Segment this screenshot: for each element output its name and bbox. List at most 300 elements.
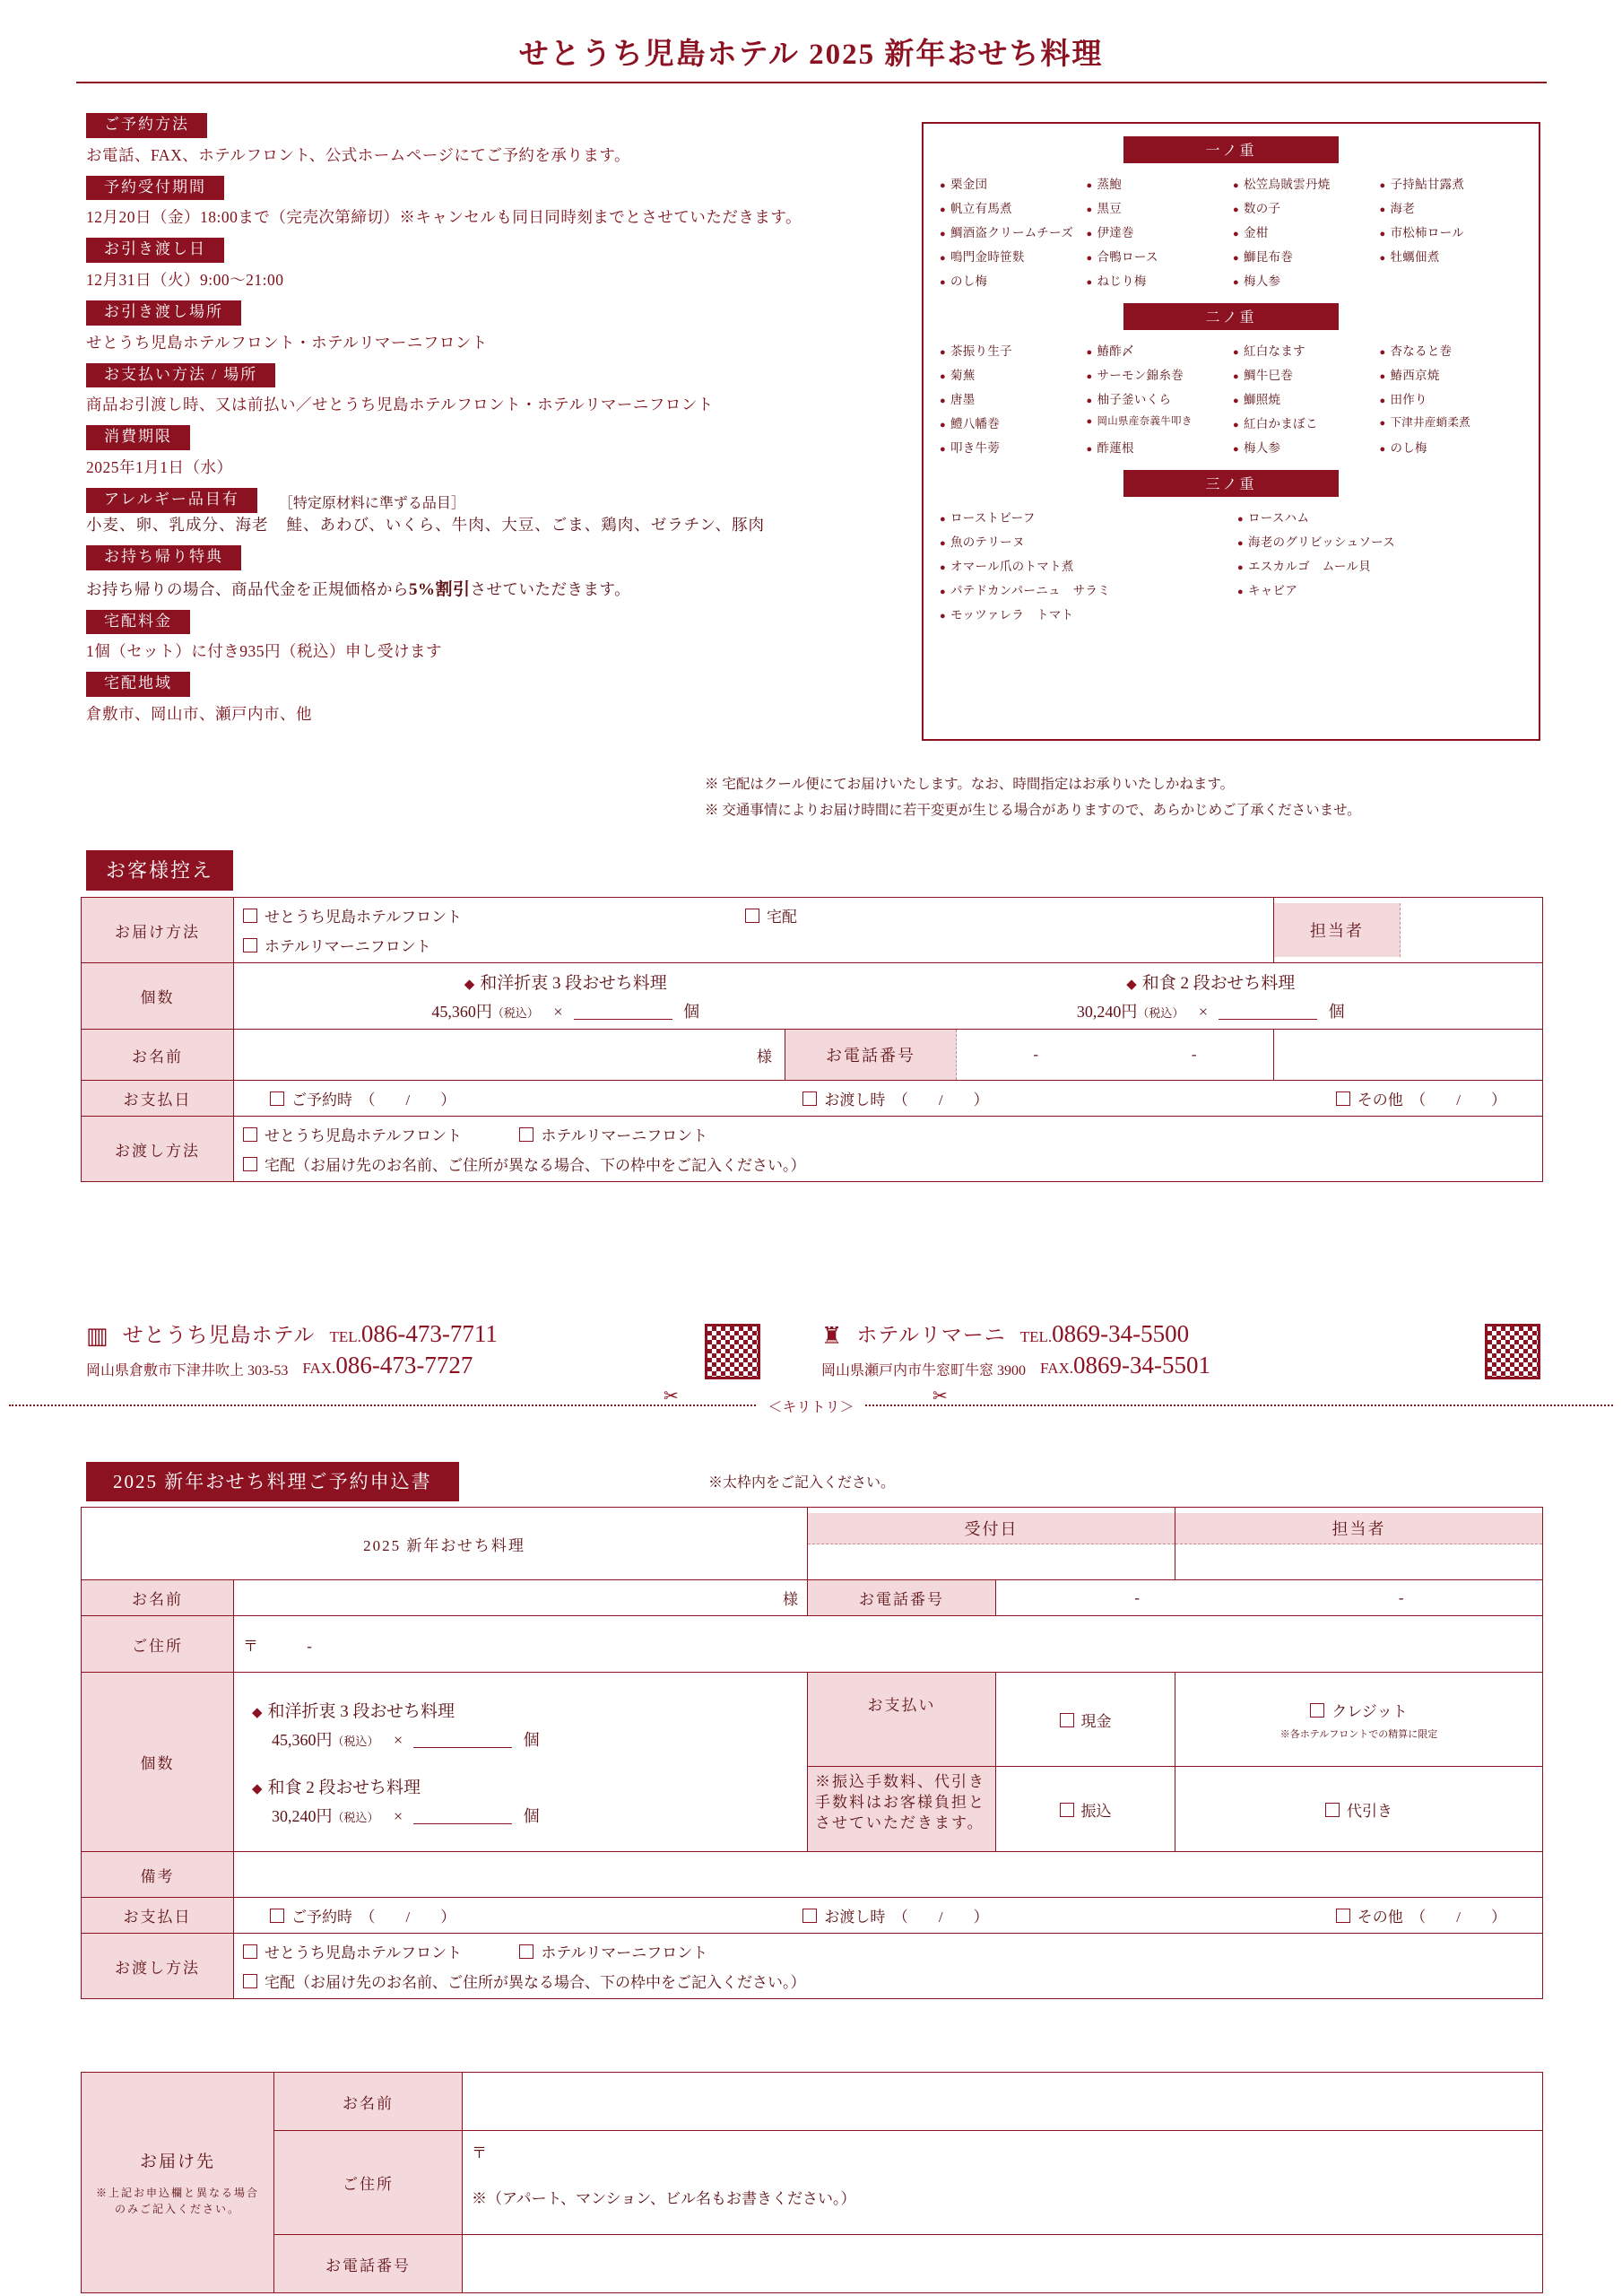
- delivery-notes: [705, 773, 1548, 825]
- menu-item: [1087, 341, 1230, 359]
- menu-item: [940, 222, 1083, 240]
- bullet-icon: ●: [940, 253, 946, 264]
- option-label: 宅配（お届け先のお名前、ご住所が異なる場合、下の枠中をご記入ください。）: [265, 1157, 806, 1174]
- option-label: せとうち児島ホテルフロント: [265, 1127, 463, 1144]
- menu-item-label: 鰤照焼: [1243, 393, 1281, 406]
- staff-cell: [1175, 1508, 1543, 1580]
- table-row-dest-name: [82, 2073, 1543, 2131]
- table-row-form-title: [82, 1508, 1543, 1580]
- product-tax-note: （税込）: [332, 1734, 379, 1748]
- menu-item: [1087, 413, 1230, 431]
- qr-code-kojima: [705, 1324, 760, 1379]
- bullet-icon: ●: [940, 444, 946, 455]
- payday-options: [234, 1898, 1543, 1934]
- phone-extra-cell: [1274, 1030, 1543, 1081]
- bullet-icon: ●: [940, 587, 946, 597]
- menu-item: [1233, 438, 1376, 456]
- info-block-delivery-area: [86, 672, 1001, 725]
- menu-item: [1380, 365, 1523, 383]
- takeout-text: [86, 576, 1001, 600]
- info-text: お電話、FAX、ホテルフロント、公式ホームページにてご予約を承ります。: [86, 145, 631, 164]
- checkbox-icon[interactable]: [270, 1091, 284, 1106]
- checkbox-option-limani-front[interactable]: [243, 934, 745, 956]
- menu-item: [1233, 413, 1376, 431]
- delivery-area-heading: 宅配地域: [86, 672, 190, 697]
- payment-option-cod[interactable]: [1175, 1767, 1543, 1852]
- quantity-input[interactable]: [413, 1732, 512, 1748]
- name-input[interactable]: [234, 1030, 785, 1080]
- menu-item-label: 紅白かまぼこ: [1243, 417, 1318, 430]
- info-text: 12月31日（火）9:00～21:00: [86, 271, 284, 290]
- phone-separator-2: -: [1398, 1588, 1404, 1606]
- bullet-icon: ●: [1086, 347, 1093, 358]
- contact-limani-hotel: [821, 1318, 1503, 1379]
- bullet-icon: ●: [940, 180, 946, 191]
- quantity-cell: [234, 963, 1543, 1030]
- name-input[interactable]: [234, 1580, 808, 1616]
- checkbox-option-limani-front[interactable]: [519, 1127, 707, 1144]
- tel-number: 086-473-7711: [360, 1320, 498, 1347]
- allergy-items-secondary: 鮭、あわび、いくら、牛肉、大豆、ごま、鶏肉、ゼラチン、豚肉: [286, 515, 766, 534]
- menu-item-label: 市松柿ロール: [1390, 226, 1464, 239]
- staff-label: 担当者: [1274, 903, 1401, 957]
- menu-item: [940, 532, 1225, 550]
- row-label: お名前: [82, 1580, 234, 1616]
- option-label: 振込: [1080, 1802, 1112, 1820]
- checkbox-icon[interactable]: [243, 1974, 257, 1988]
- menu-item-label: ロースハム: [1247, 511, 1310, 525]
- menu-item-label: パテドカンパーニュ サラミ: [950, 584, 1111, 597]
- payment-option-transfer[interactable]: [996, 1767, 1175, 1852]
- bullet-icon: ●: [1086, 371, 1093, 382]
- phone-input[interactable]: [957, 1030, 1273, 1080]
- fax-label: FAX.: [1040, 1360, 1074, 1377]
- received-date-input[interactable]: [808, 1544, 1175, 1575]
- menu-box: [922, 122, 1540, 741]
- handover-options: [234, 1934, 1543, 1999]
- menu-item-label: モッツァレラ トマト: [950, 608, 1074, 622]
- quantity-input[interactable]: [1219, 1004, 1317, 1020]
- menu-item: [940, 341, 1083, 359]
- checkbox-icon[interactable]: [270, 1909, 284, 1923]
- menu-item-label: オマール爪のトマト煮: [950, 560, 1074, 573]
- checkbox-icon[interactable]: [1060, 1713, 1074, 1727]
- application-note: ※太枠内をご記入ください。: [708, 1475, 896, 1491]
- bullet-icon: ●: [1086, 204, 1093, 215]
- product-price: 30,240円: [272, 1806, 333, 1825]
- bullet-icon: ●: [1086, 180, 1093, 191]
- payment-option-credit[interactable]: [1175, 1673, 1543, 1767]
- info-block-takeout-bonus: [86, 545, 1001, 600]
- takeout-text-post: させていただきます。: [470, 579, 631, 598]
- option-label: ホテルリマーニフロント: [265, 938, 431, 955]
- menu-item-label: 田作り: [1390, 393, 1427, 406]
- destination-label-cell: [82, 2073, 274, 2293]
- menu-item: [1237, 508, 1522, 526]
- phone-label: お電話番号: [785, 1030, 957, 1080]
- option-label: ホテルリマーニフロント: [541, 1127, 708, 1144]
- menu-item-label: 鰆西京焼: [1390, 369, 1440, 382]
- row-label: お渡し方法: [82, 1117, 234, 1182]
- bullet-icon: ●: [1379, 418, 1386, 429]
- bullet-icon: ●: [1237, 587, 1244, 597]
- info-text: 2025年1月1日（水）: [86, 458, 233, 477]
- checkbox-option-hotel-front[interactable]: [243, 1944, 462, 1961]
- table-row-name-phone: [82, 1580, 1543, 1616]
- row-label: お渡し方法: [82, 1934, 234, 1999]
- bullet-icon: ●: [1379, 253, 1386, 264]
- received-date-label: 受付日: [808, 1513, 1175, 1544]
- allergy-note: ［特定原材料に準ずる品目］: [278, 496, 465, 512]
- table-row-payday: [82, 1898, 1543, 1934]
- bullet-icon: ●: [940, 229, 946, 239]
- bullet-icon: ●: [940, 514, 946, 525]
- address-input[interactable]: [234, 1616, 1543, 1673]
- delivery-fee-heading: 宅配料金: [86, 610, 190, 635]
- option-label: ご予約時 （ / ）: [291, 1909, 456, 1926]
- bullet-icon: ●: [940, 204, 946, 215]
- handover-options: [234, 1117, 1543, 1182]
- payment-option-cash[interactable]: [996, 1673, 1175, 1767]
- checkbox-icon[interactable]: [243, 909, 257, 923]
- unit-label: 個: [523, 1806, 540, 1825]
- product-name: 和食 2 段おせち料理: [1141, 974, 1296, 993]
- phone-separator: -: [1033, 1046, 1039, 1063]
- dest-phone-input[interactable]: [463, 2235, 1543, 2293]
- bullet-icon: ●: [1379, 444, 1386, 455]
- bullet-icon: ●: [1233, 180, 1239, 191]
- checkbox-option-other[interactable]: [1336, 1087, 1506, 1109]
- payment-label-cell: [808, 1673, 996, 1767]
- checkbox-option-at-handover[interactable]: [802, 1904, 988, 1926]
- menu-items-tier-3: [940, 508, 1522, 622]
- remarks-input[interactable]: [234, 1852, 1543, 1898]
- menu-item-label: ねじり梅: [1097, 274, 1147, 288]
- menu-item-label: 下津井産蛸柔煮: [1390, 416, 1471, 429]
- takeout-heading: お持ち帰り特典: [86, 545, 241, 570]
- bullet-icon: ●: [1379, 229, 1386, 239]
- delivery-fee-text: 1個（セット）に付き935円（税込）申し受けます: [86, 642, 442, 661]
- checkbox-icon[interactable]: [745, 909, 759, 923]
- bullet-icon: ●: [940, 611, 946, 622]
- menu-item: [1380, 247, 1523, 265]
- checkbox-icon[interactable]: [1336, 1091, 1350, 1106]
- menu-item: [1380, 341, 1523, 359]
- menu-item-label: 子持鮎甘露煮: [1390, 178, 1465, 191]
- name-suffix: 様: [757, 1048, 772, 1065]
- checkbox-option-delivery[interactable]: [745, 904, 797, 956]
- checkbox-option-other[interactable]: [1336, 1904, 1506, 1926]
- bullet-icon: ●: [1086, 277, 1093, 288]
- product-tax-note: （税込）: [1137, 1006, 1184, 1020]
- menu-item: [1087, 247, 1230, 265]
- menu-item: [1380, 174, 1523, 192]
- dest-name-label: お名前: [274, 2073, 463, 2131]
- info-heading: お引き渡し日: [86, 238, 224, 263]
- menu-item: [1087, 174, 1230, 192]
- bullet-icon: ●: [940, 420, 946, 430]
- menu-item: [1087, 222, 1230, 240]
- bullet-icon: ●: [1233, 396, 1239, 406]
- menu-item: [1233, 247, 1376, 265]
- option-label: 代引き: [1347, 1802, 1392, 1820]
- menu-item: [1087, 389, 1230, 407]
- info-heading: 予約受付期間: [86, 176, 224, 201]
- dest-address-label: ご住所: [274, 2131, 463, 2235]
- checkbox-option-at-reservation[interactable]: [270, 1087, 455, 1109]
- bullet-icon: ●: [1086, 416, 1093, 427]
- menu-item-label: 帆立有馬煮: [950, 202, 1012, 215]
- scissors-icon: ✂: [932, 1387, 948, 1406]
- table-row-dest-address: [82, 2131, 1543, 2235]
- title-divider: [76, 82, 1547, 83]
- table-row-dest-phone: [82, 2235, 1543, 2293]
- menu-item-label: 紅白なます: [1243, 344, 1305, 358]
- menu-item: [1237, 580, 1522, 598]
- delivery-method-options: [234, 898, 1274, 963]
- product-price: 45,360円: [272, 1730, 333, 1749]
- menu-item-label: 鯛酒盗クリームチーズ: [950, 226, 1074, 239]
- menu-item-label: 魚のテリーヌ: [950, 535, 1025, 549]
- menu-item: [940, 198, 1083, 216]
- table-row-quantity-payment: [82, 1673, 1543, 1767]
- product-option-3dan: ◆ 和洋折衷 3 段おせち料理 45,360円（税込） × 個: [431, 974, 700, 1021]
- info-block-handover-date: [86, 238, 1001, 291]
- menu-item: [940, 174, 1083, 192]
- bullet-icon: ●: [1233, 229, 1239, 239]
- product-option-2dan: ◆ 和食 2 段おせち料理 30,240円（税込） × 個: [252, 1778, 540, 1825]
- menu-item-label: 鰤昆布巻: [1243, 250, 1294, 264]
- payment-label: お支払い: [867, 1697, 936, 1714]
- checkbox-icon[interactable]: [243, 938, 257, 952]
- info-heading: お引き渡し場所: [86, 300, 241, 326]
- menu-item: [940, 365, 1083, 383]
- checkbox-option-limani-front[interactable]: [519, 1944, 707, 1961]
- checkbox-icon[interactable]: [243, 1157, 257, 1171]
- phone-input[interactable]: [996, 1580, 1543, 1616]
- table-row-handover-method: [82, 1934, 1543, 1999]
- product-price: 30,240円: [1076, 1003, 1138, 1021]
- diamond-icon: ◆: [252, 1781, 263, 1796]
- menu-item-label: 唐墨: [950, 393, 976, 406]
- postal-mark: 〒: [472, 2144, 487, 2161]
- menu-item: [1380, 389, 1523, 407]
- bullet-icon: ●: [940, 371, 946, 382]
- menu-item-label: キャビア: [1247, 584, 1298, 597]
- menu-item: [1380, 222, 1523, 240]
- diamond-icon: ◆: [464, 978, 475, 992]
- hotel-icon: ♜: [821, 1323, 843, 1349]
- info-block-payment-method: [86, 363, 1001, 416]
- bullet-icon: ●: [940, 562, 946, 573]
- menu-item: [1087, 365, 1230, 383]
- phone-separator: -: [1134, 1588, 1141, 1606]
- menu-item: [940, 508, 1225, 526]
- quantity-cell: [234, 1673, 808, 1852]
- table-row-remarks: [82, 1852, 1543, 1898]
- menu-item: [1233, 365, 1376, 383]
- scissors-icon: ✂: [664, 1387, 679, 1406]
- product-name: 和洋折衷 3 段おせち料理: [267, 1701, 455, 1721]
- quantity-input[interactable]: [413, 1808, 512, 1824]
- info-heading: 消費期限: [86, 425, 190, 450]
- bullet-icon: ●: [940, 396, 946, 406]
- row-label: お名前: [82, 1030, 234, 1081]
- contact-kojima-hotel: [86, 1318, 768, 1379]
- table-row-handover-method: [82, 1117, 1543, 1182]
- page-title: せとうち児島ホテル 2025 新年おせち料理: [518, 39, 1104, 71]
- staff-input[interactable]: [1175, 1544, 1542, 1575]
- menu-item: [1233, 174, 1376, 192]
- row-label: 備考: [82, 1852, 234, 1898]
- bullet-icon: ●: [1086, 396, 1093, 406]
- checkbox-icon[interactable]: [519, 1127, 533, 1142]
- row-label: 個数: [82, 963, 234, 1030]
- option-label: 現金: [1080, 1712, 1112, 1730]
- menu-item: [1087, 271, 1230, 289]
- menu-item-label: 鰆酢〆: [1097, 344, 1134, 358]
- bullet-icon: ●: [1237, 514, 1244, 525]
- contact-address: 岡山県倉敷市下津井吹上 303-53: [86, 1363, 289, 1378]
- fax-label: FAX.: [302, 1360, 336, 1377]
- info-heading: お支払い方法 / 場所: [86, 363, 275, 388]
- staff-input[interactable]: [1401, 903, 1542, 957]
- bullet-icon: ●: [1233, 371, 1239, 382]
- cut-label: ＜キリトリ＞: [757, 1400, 864, 1415]
- checkbox-icon[interactable]: [802, 1909, 817, 1923]
- menu-item: [1087, 438, 1230, 456]
- delivery-note: ※ 交通事情によりお届け時間に若干変更が生じる場合がありますので、あらかじめご了承くださいませ。: [705, 803, 1361, 818]
- checkbox-icon[interactable]: [1060, 1803, 1074, 1817]
- unit-label: 個: [1328, 1003, 1345, 1021]
- menu-item-label: 叩き牛蒡: [950, 441, 1001, 455]
- checkbox-option-delivery[interactable]: [243, 1152, 1533, 1175]
- menu-item-label: 梅人参: [1243, 274, 1281, 288]
- table-row-name-phone: [82, 1030, 1543, 1081]
- checkbox-option-hotel-front[interactable]: [243, 1127, 462, 1144]
- info-column: [86, 113, 1001, 735]
- bullet-icon: ●: [1379, 371, 1386, 382]
- menu-tier-heading-1: 一ノ重: [1123, 136, 1339, 163]
- checkbox-option-delivery[interactable]: [243, 1970, 1533, 1992]
- delivery-area-text: 倉敷市、岡山市、瀬戸内市、他: [86, 704, 312, 723]
- checkbox-icon[interactable]: [243, 1944, 257, 1959]
- product-tax-note: （税込）: [491, 1006, 539, 1020]
- dest-address-input[interactable]: [463, 2131, 1543, 2235]
- menu-item-label: 柚子釜いくら: [1097, 393, 1172, 406]
- checkbox-option-at-handover[interactable]: [802, 1087, 988, 1109]
- row-label: お届け方法: [82, 898, 234, 963]
- option-label: お渡し時 （ / ）: [824, 1091, 989, 1109]
- fax-number: 0869-34-5501: [1073, 1352, 1210, 1378]
- customer-copy-table: [81, 897, 1543, 1182]
- bullet-icon: ●: [940, 277, 946, 288]
- menu-item-label: 梅人参: [1243, 441, 1281, 455]
- tel-number: 0869-34-5500: [1052, 1320, 1190, 1347]
- menu-item-empty: [1380, 271, 1523, 289]
- contact-name: せとうち児島ホテル: [122, 1324, 316, 1346]
- menu-item: [940, 271, 1083, 289]
- checkbox-icon[interactable]: [519, 1944, 533, 1959]
- name-suffix: 様: [783, 1591, 798, 1608]
- table-row-quantity: [82, 963, 1543, 1030]
- menu-item-label: 牡蠣佃煮: [1390, 250, 1440, 264]
- bullet-icon: ●: [1086, 253, 1093, 264]
- checkbox-icon[interactable]: [243, 1127, 257, 1142]
- menu-item-label: サーモン錦糸巻: [1097, 369, 1184, 382]
- contact-tel: [1020, 1320, 1189, 1348]
- application-heading: 2025 新年おせち料理ご予約申込書: [86, 1462, 459, 1501]
- checkbox-icon[interactable]: [1325, 1803, 1340, 1817]
- menu-item-label: ローストビーフ: [950, 511, 1036, 525]
- menu-item: [940, 604, 1225, 622]
- menu-item-empty: [1237, 604, 1522, 622]
- checkbox-option-at-reservation[interactable]: [270, 1904, 455, 1926]
- delivery-note: ※ 宅配はクール便にてお届けいたします。なお、時間指定はお承りいたしかねます。: [705, 777, 1235, 792]
- menu-item-label: 鯛牛巳巻: [1243, 369, 1294, 382]
- product-name: 和食 2 段おせち料理: [267, 1778, 421, 1797]
- bullet-icon: ●: [1237, 562, 1244, 573]
- menu-item: [940, 389, 1083, 407]
- qr-code-limani: [1485, 1324, 1540, 1379]
- postal-mark: 〒: [243, 1637, 258, 1655]
- checkbox-icon[interactable]: [1310, 1703, 1324, 1718]
- info-block-handover-place: [86, 300, 1001, 353]
- application-table: [81, 1507, 1543, 1999]
- page-title-area: [0, 0, 1622, 83]
- option-label: せとうち児島ホテルフロント: [265, 1944, 463, 1961]
- dest-name-input[interactable]: [463, 2073, 1543, 2131]
- menu-item: [1233, 271, 1376, 289]
- product-tax-note: （税込）: [332, 1810, 379, 1824]
- menu-item: [940, 556, 1225, 574]
- menu-items-tier-1: [940, 174, 1522, 289]
- staff-label: 担当者: [1175, 1513, 1542, 1544]
- bullet-icon: ●: [1379, 396, 1386, 406]
- menu-item-label: 数の子: [1243, 202, 1281, 215]
- menu-item-label: 栗金団: [950, 178, 988, 191]
- bullet-icon: ●: [1379, 347, 1386, 358]
- checkbox-icon[interactable]: [1336, 1909, 1350, 1923]
- bullet-icon: ●: [940, 538, 946, 549]
- menu-item-label: 金柑: [1243, 226, 1269, 239]
- menu-item-label: エスカルゴ ムール貝: [1247, 560, 1372, 573]
- table-row-delivery-method: [82, 898, 1543, 963]
- bullet-icon: ●: [1086, 229, 1093, 239]
- menu-item-label: 杏なると巻: [1390, 344, 1453, 358]
- menu-item: [1233, 222, 1376, 240]
- menu-item-label: 海老: [1390, 202, 1416, 215]
- table-row-payday: [82, 1081, 1543, 1117]
- destination-table: [81, 2072, 1543, 2293]
- menu-item: [1233, 389, 1376, 407]
- info-block-reservation-period: [86, 176, 1001, 229]
- allergy-heading: アレルギー品目有: [86, 488, 257, 513]
- row-label: ご住所: [82, 1616, 234, 1673]
- bullet-icon: ●: [1233, 253, 1239, 264]
- menu-tier-heading-3: 三ノ重: [1123, 470, 1339, 497]
- bullet-icon: ●: [1086, 444, 1093, 455]
- quantity-input[interactable]: [574, 1004, 672, 1020]
- payment-note: ※振込手数料、代引き手数料はお客様負担とさせていただきます。: [808, 1767, 996, 1852]
- hotel-icon: ▥: [86, 1323, 108, 1349]
- customer-copy-heading: お客様控え: [86, 850, 233, 891]
- option-label: その他 （ / ）: [1357, 1909, 1506, 1926]
- menu-item: [1380, 438, 1523, 456]
- option-label: せとうち児島ホテルフロント: [265, 909, 463, 926]
- checkbox-icon[interactable]: [802, 1091, 817, 1106]
- checkbox-option-hotel-front[interactable]: [243, 904, 745, 926]
